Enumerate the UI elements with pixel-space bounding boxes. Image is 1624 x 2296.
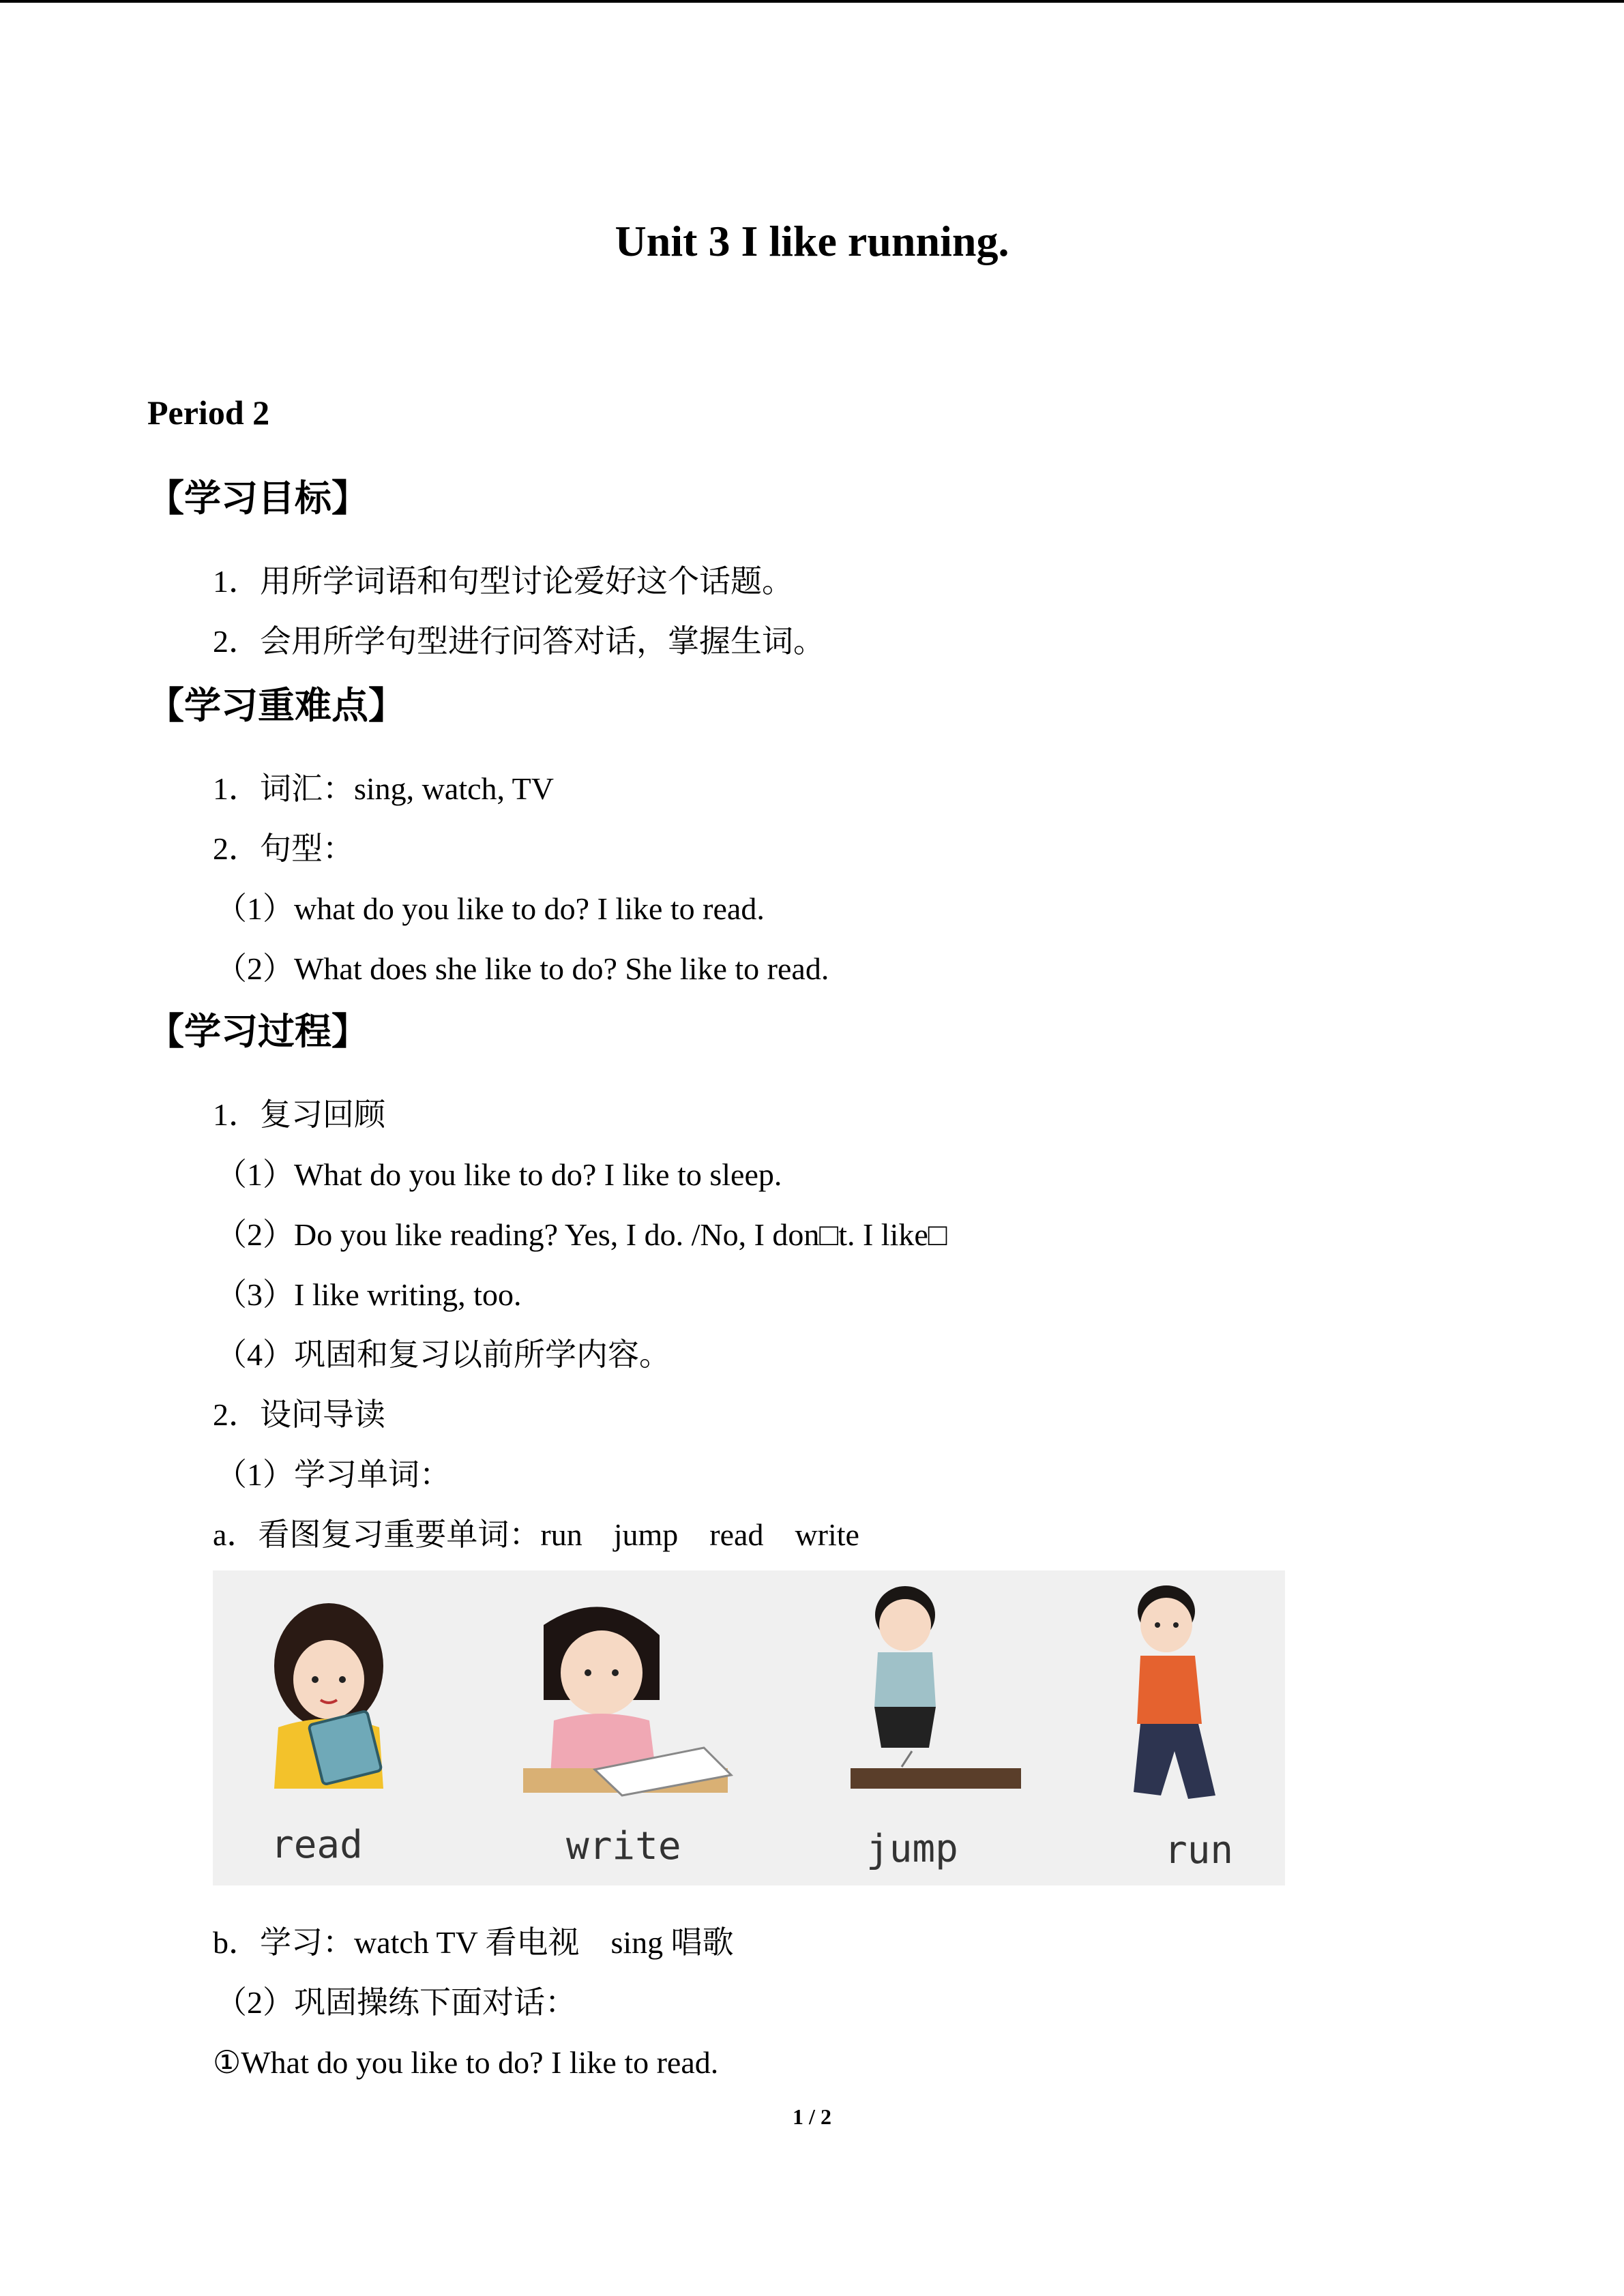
caption-jump: jump [866,1827,958,1871]
caption-run: run [1164,1828,1234,1873]
section-heading-goals: 【学习目标】 [147,477,368,520]
top-border-line [0,0,1624,3]
key-point-item: （2）What does she like to do? She like to read. [216,951,829,986]
boy-running-figure [1134,1585,1215,1799]
caption-write: write [566,1824,681,1868]
illustration-drawings [213,1570,1285,1885]
period-heading: Period 2 [147,393,270,432]
process-item: （1）What do you like to do? I like to sleep. [216,1157,782,1192]
girl-writing-figure [523,1607,731,1795]
page-number: 1 / 2 [793,2104,831,2129]
girl-reading-figure [274,1603,383,1789]
process-item: a．看图复习重要单词：run jump read write [213,1517,859,1552]
goal-item: 2．会用所学句型进行问答对话，掌握生词。 [213,624,825,659]
process-item: b．学习：watch TV 看电视 sing 唱歌 [213,1925,734,1960]
caption-read: read [271,1823,363,1867]
process-item: （2）Do you like reading? Yes, I do. /No, I don□t. I like□ [216,1217,947,1252]
section-heading-key-points: 【学习重难点】 [147,684,405,727]
key-point-item: 1．词汇：sing, watch, TV [213,771,555,806]
vocabulary-illustration [213,1570,1285,1885]
process-item: （4）巩固和复习以前所学内容。 [216,1337,670,1372]
key-point-item: （1）what do you like to do? I like to read. [216,891,765,926]
goal-item: 1．用所学词语和句型讨论爱好这个话题。 [213,564,793,599]
document-title: Unit 3 I like running. [615,217,1009,265]
process-item: 1．复习回顾 [213,1097,385,1132]
process-item: （3）I like writing, too. [216,1277,522,1312]
process-item: （2）巩固操练下面对话： [216,1985,576,2020]
process-item: （1）学习单词： [216,1457,451,1492]
key-point-item: 2．句型： [213,831,354,866]
process-item: 2．设问导读 [213,1397,385,1432]
section-heading-process: 【学习过程】 [147,1010,368,1053]
process-item: ①What do you like to do? I like to read. [213,2045,719,2080]
boy-jumping-figure [851,1586,1021,1789]
